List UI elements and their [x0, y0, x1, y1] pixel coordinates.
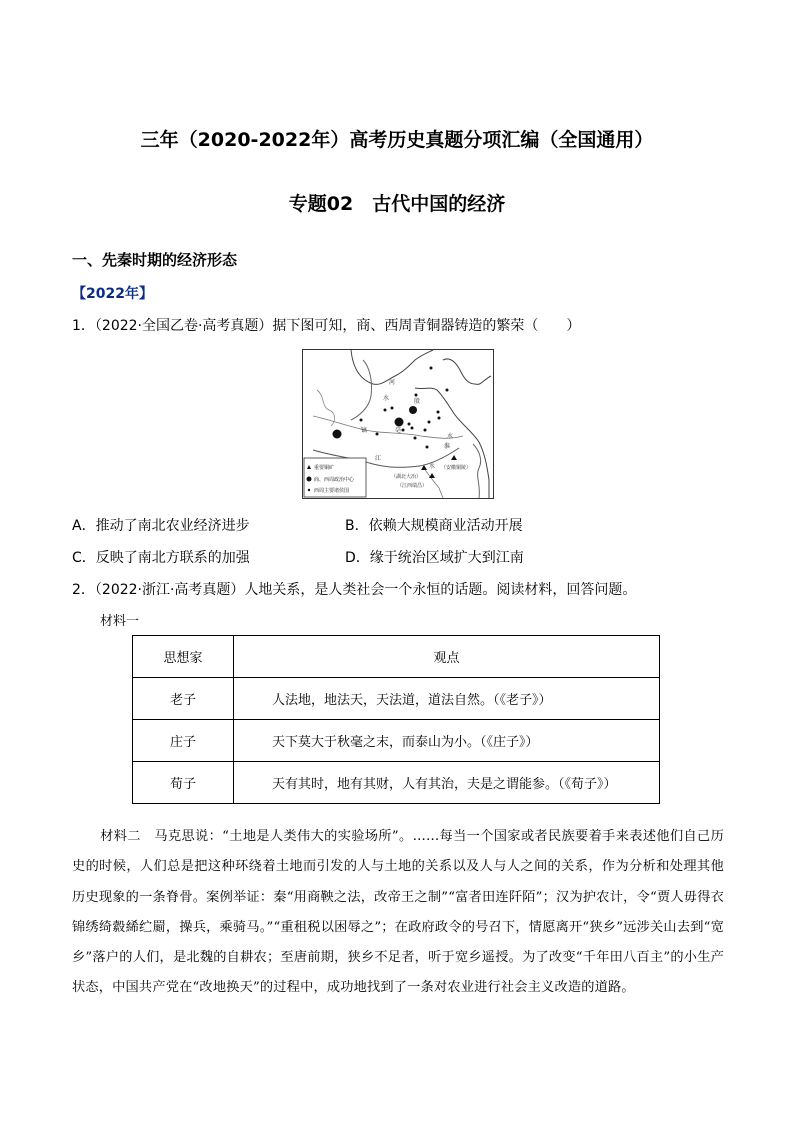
question-1-stem: 1．（2022·全国乙卷·高考真题）据下图可知，商、西周青铜器铸造的繁荣（ ） — [72, 318, 581, 334]
bronze-map-figure — [302, 349, 494, 499]
svg-text:西周主要诸侯国: 西周主要诸侯国 — [314, 488, 350, 494]
svg-text:亳: 亳 — [395, 427, 402, 434]
option-d: D．缘于统治区域扩大到江南 — [345, 550, 524, 566]
svg-text:（湖北大冶）: （湖北大冶） — [391, 474, 422, 480]
year-tag: 【2022年】 — [72, 286, 153, 302]
header-thinker: 思想家 — [133, 636, 234, 678]
svg-text:淮: 淮 — [444, 443, 451, 450]
table-row — [133, 762, 660, 804]
svg-text:水: 水 — [383, 395, 390, 402]
option-c: C．反映了南北方联系的加强 — [72, 550, 250, 566]
topic-subtitle: 专题02 古代中国的经济 — [288, 193, 506, 215]
material-2-text: 材料二 马克思说：“土地是人类伟大的实验场所”。……每当一个国家或者民族要着手来表述他们自己历史的时候，人们总是把这种环绕着土地而引发的人与土地的关系以及人与人之间的关系，作为分析和处理其他历史现象的一条脊骨。案例举证：秦“用商鞅之法，改帝王之制”“富者田连阡陌”；汉为护农计，令“贾人毋得衣锦绣绮縠絺纻罽，操兵，乘骑马。”“重租税以困辱之”；在政府政令的号召下，情愿离开“狭乡”远涉关山去到“宽乡”落户的人们，是北魏的自耕农；至唐前期，狭乡不足者，听于宽乡遥授。为了改变“千年田八百主”的小生产状态，中国共产党在“改地换天”的过程中，成功地找到了一条对农业进行社会主义改造的道路。 — [72, 829, 724, 996]
viewpoint-cell: 人法地，地法天，天法道，道法自然。（《老子》） — [234, 678, 660, 720]
svg-text:商、西周政治中心: 商、西周政治中心 — [314, 477, 355, 483]
header-viewpoint: 观点 — [234, 636, 660, 678]
viewpoint-cell: 天有其时，地有其财，人有其治，夫是之谓能参。（《荀子》） — [234, 762, 660, 804]
material-1-label: 材料一 — [100, 614, 140, 629]
svg-text:重要铜矿: 重要铜矿 — [314, 465, 335, 471]
section-heading: 一、先秦时期的经济形态 — [72, 251, 238, 269]
svg-text:水: 水 — [447, 433, 454, 440]
svg-text:（江西瑞昌）: （江西瑞昌） — [397, 483, 428, 489]
thinker-cell: 庄子 — [133, 720, 234, 762]
document-title: 三年（2020-2022年）高考历史真题分项汇编（全国通用） — [140, 129, 654, 151]
svg-text:江: 江 — [375, 455, 382, 462]
option-a: A．推动了南北农业经济进步 — [72, 518, 250, 534]
thinker-cell: 老子 — [133, 678, 234, 720]
option-b: B．依赖大规模商业活动开展 — [345, 518, 523, 534]
svg-text:河: 河 — [389, 379, 396, 386]
thinker-cell: 荀子 — [133, 762, 234, 804]
svg-text:镐: 镐 — [361, 427, 368, 434]
svg-text:水: 水 — [429, 463, 436, 470]
viewpoint-cell: 天下莫大于秋毫之末，而泰山为小。（《庄子》） — [234, 720, 660, 762]
map-illustration — [303, 350, 493, 498]
thinkers-table — [132, 635, 660, 804]
svg-text:殷: 殷 — [414, 398, 421, 405]
material-2-paragraph — [72, 822, 724, 1004]
question-2-stem: 2．（2022·浙江·高考真题）人地关系，是人类社会一个永恒的话题。阅读材料，回答问题。 — [72, 582, 637, 598]
table-row — [133, 720, 660, 762]
table-header-row — [133, 636, 660, 678]
table-row — [133, 678, 660, 720]
svg-text:（安徽铜陵）: （安徽铜陵） — [441, 465, 472, 471]
